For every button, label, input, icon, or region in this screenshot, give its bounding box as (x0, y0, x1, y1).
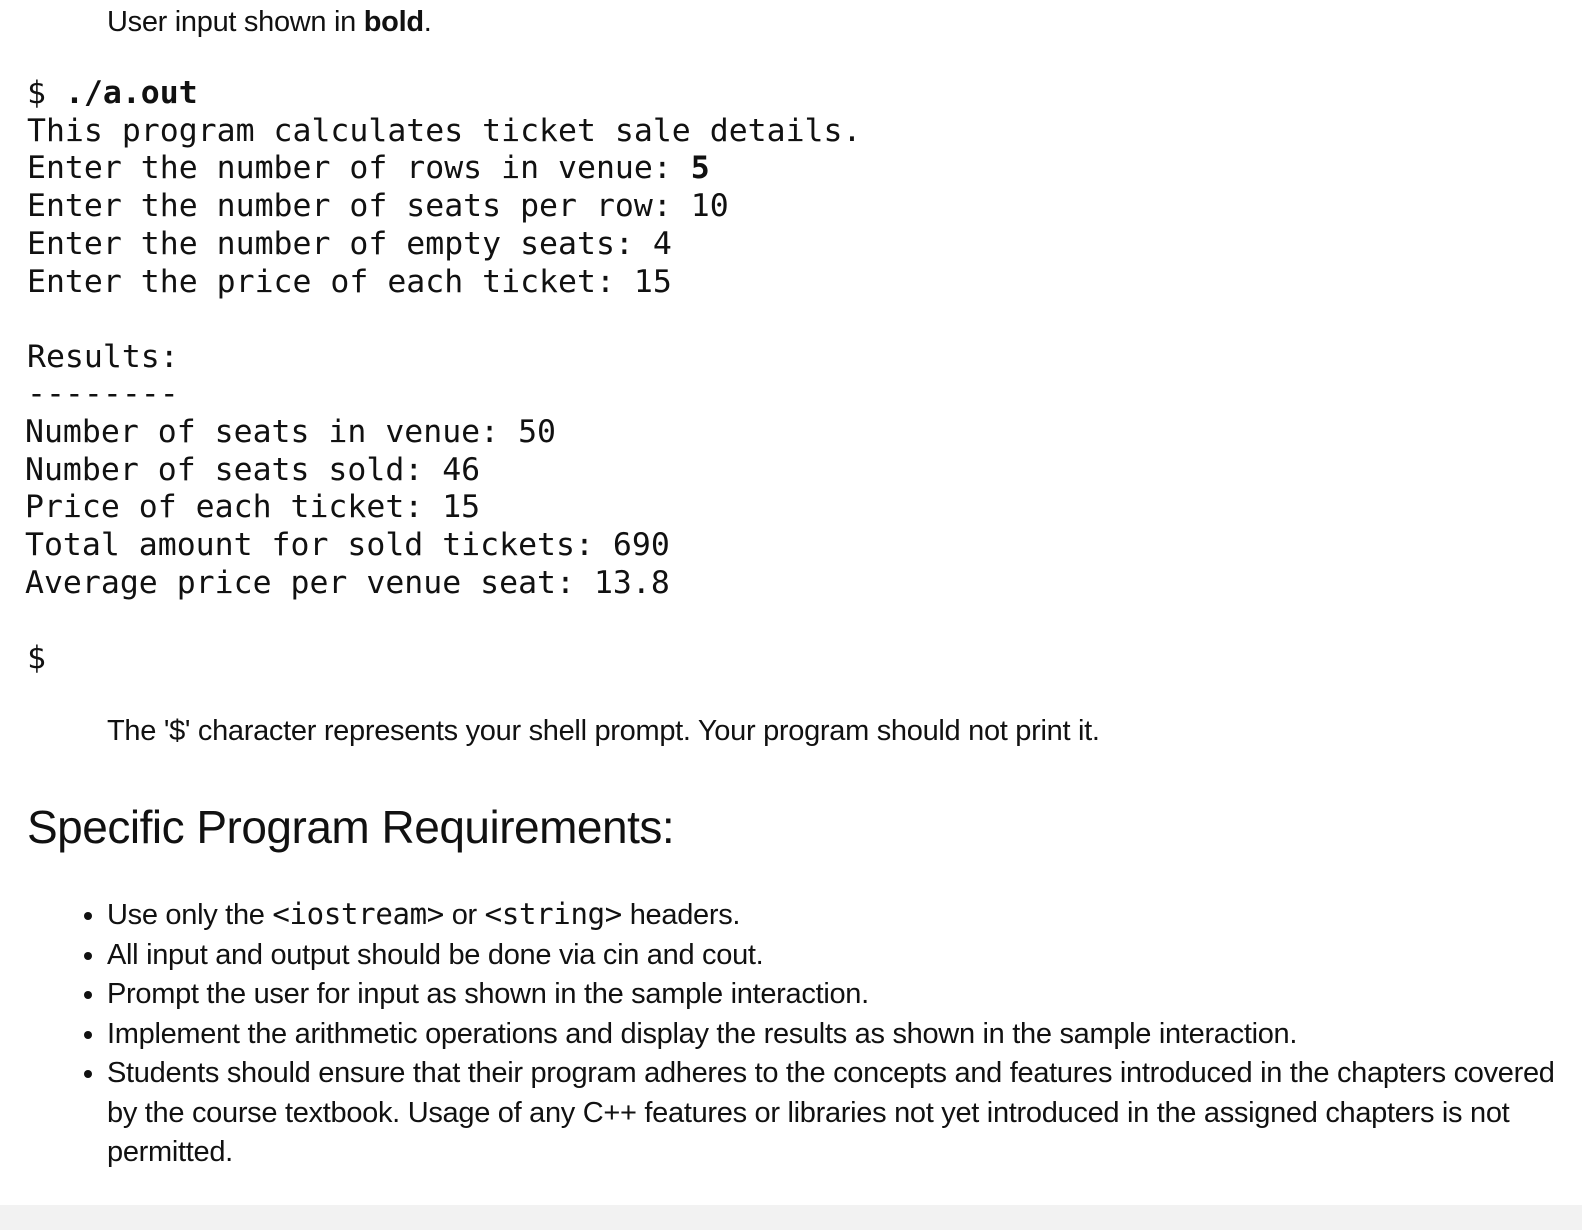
terminal-session: $ ./a.out This program calculates ticket sale details. Enter the number of rows in venue: 5 Enter the number of seats per row: 10 Enter the number of empty seats: 4 Enter the price of each ticket: 15 (27, 75, 862, 300)
prompt-note: The '$' character represents your shell prompt. Your program should not print it. (107, 715, 1100, 747)
results: Number of seats in venue: 50 Number of seats sold: 46 Price of each ticket: 15 Total amount for sold tickets: 690 Average price per venue seat: 13.8 (25, 414, 670, 601)
results-title: Results: (27, 339, 179, 375)
divider: -------- (27, 376, 179, 412)
command: ./a.out (64, 75, 198, 111)
bottom-bar (0, 1205, 1582, 1230)
list-item: • Use only the <iostream> or <string> headers. (107, 895, 1577, 936)
list-item: • Prompt the user for input as shown in the sample interaction. (107, 975, 1577, 1015)
list-item: • Implement the arithmetic operations and display the results as shown in the sample interaction. (107, 1015, 1577, 1055)
intro-note: User input shown in bold. (107, 6, 432, 38)
final-prompt: $ (27, 640, 46, 676)
user-input: 5 (690, 150, 710, 187)
requirements-list (60, 895, 1577, 1173)
list-item: • All input and output should be done via cin and cout. (107, 936, 1577, 976)
section-heading: Specific Program Requirements: (27, 801, 675, 853)
list-item: • Students should ensure that their program adheres to the concepts and features introduced in the chapters covered by the course textbook. Usage of any C++ features or libraries not yet introduced in the assigned chapters is not permitted. (107, 1054, 1577, 1173)
